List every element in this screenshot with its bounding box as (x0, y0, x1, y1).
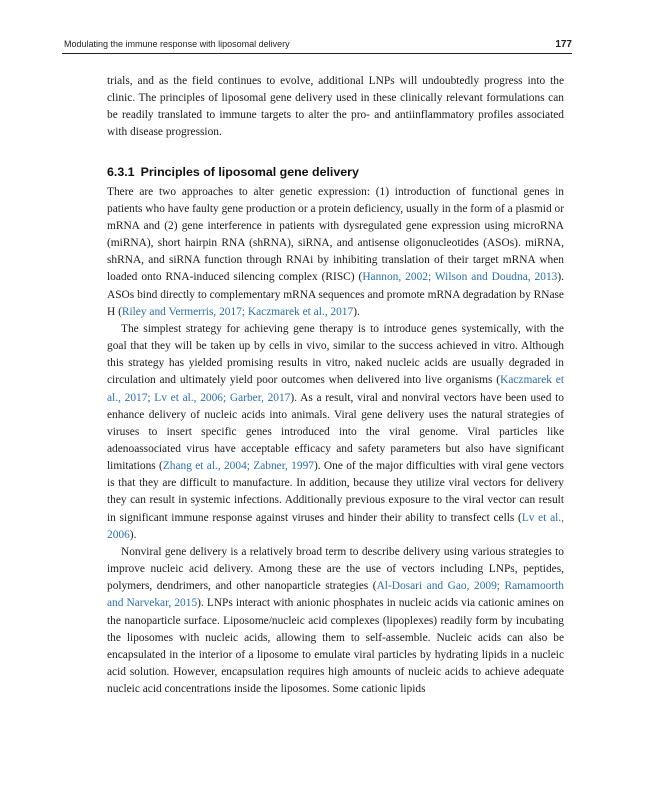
body-text (107, 73, 564, 698)
citation-link[interactable]: Kaczmarek et al., 2017; Lv et al., 2006; Garber, 2017 (107, 374, 565, 404)
citation-link[interactable]: Zhang et al., 2004; Zabner, 1997 (162, 460, 314, 473)
intro-paragraph: trials, and as the field continues to evolve, additional LNPs will undoubtedly progress into the clinic. The principles of liposomal gene delivery used in these clinically relevant formulations can be readily translated to immune targets to alter the pro- and antiinflammatory profiles associated with disease progression. (107, 75, 564, 139)
text-run: ). ASOs bind directly to complementary mRNA sequences and promote mRNA degradation by RNase H ( (107, 271, 564, 318)
paragraph-3 (107, 544, 564, 698)
text-run: ). As a result, viral and nonviral vectors have been used to enhance delivery of nucleic acids into animals. Viral gene delivery uses the natural strategies of viruses to insert specific genes introduced into the viral genome. Viral particles like adenoassociated virus have acceptable efficacy and safety parameters but also have significant limitations ( (107, 391, 564, 473)
text-run: ). One of the major difficulties with viral gene vectors is that they are difficult to manufacture. In addition, because they utilize viral vectors for delivery they can result in systemic infections. Additionally previous exposure to the viral vector can result in significant immune response against viruses and hinder their ability to transfect cells ( (107, 460, 564, 524)
page-number: 177 (555, 39, 572, 50)
header-rule (62, 53, 572, 54)
running-title: Modulating the immune response with liposomal delivery (64, 39, 290, 49)
section-title: Principles of liposomal gene delivery (140, 164, 359, 179)
text-run: The simplest strategy for achieving gene therapy is to introduce genes systemically, with the goal that they will be taken up by cells in vivo, similar to the success achieved in vitro. Although this strategy has yielded promising results in vitro, naked nucleic acids are usually degraded in circulation and ultimately yield poor outcomes when delivered into live organisms ( (107, 322, 564, 387)
citation-link[interactable]: Hannon, 2002; Wilson and Doudna, 2013 (362, 271, 558, 284)
citation-link[interactable]: Riley and Vermerris, 2017; Kaczmarek et al., 2017 (121, 305, 354, 318)
text-run: ). (129, 528, 137, 541)
citation-link[interactable]: Lv et al., 2006 (107, 511, 564, 541)
text-run: ). (353, 305, 360, 318)
text-run: There are two approaches to alter genetic expression: (1) introduction of functional genes in patients who have faulty gene production or a protein deficiency, usually in the form of a plasmid or mRNA and (2) gene interference in patients with dysregulated gene expression using microRNA (miRNA), short hairpin RNA (shRNA), siRNA, and antisense oligonucleotides (ASOs). miRNA, shRNA, and siRNA function through RNAi by inhibiting translation of their target mRNA when loaded onto RNA-induced silencing complex (RISC) ( (107, 185, 564, 284)
section-heading (107, 164, 564, 181)
running-header (64, 39, 572, 50)
text-run: ). LNPs interact with anionic phosphates in nucleic acids via cationic amines on the nanoparticle surface. Liposome/nucleic acid complexes (lipoplexes) readily form by incubating the liposomes with nucleic acids, allowing them to self-assemble. Nucleic acids can also be encapsulated in the interior of a liposome to emulate viral particles by hydrating lipids in a nucleic acid solution. However, encapsulation requires high amounts of nucleic acids to achieve adequate nucleic acid concentrations inside the liposomes. Some cationic lipids (107, 597, 564, 696)
section-number: 6.3.1 (107, 164, 135, 179)
paragraph-1 (107, 184, 564, 321)
text-run: Nonviral gene delivery is a relatively broad term to describe delivery using various strategies to improve nucleic acid delivery. Among these are the use of vectors including LNPs, peptides, polymers, dendrimers, and other nanoparticle strategies ( (107, 545, 564, 593)
paragraph-2 (107, 321, 564, 544)
citation-link[interactable]: Al-Dosari and Gao, 2009; Ramamoorth and Narvekar, 2015 (107, 580, 564, 610)
